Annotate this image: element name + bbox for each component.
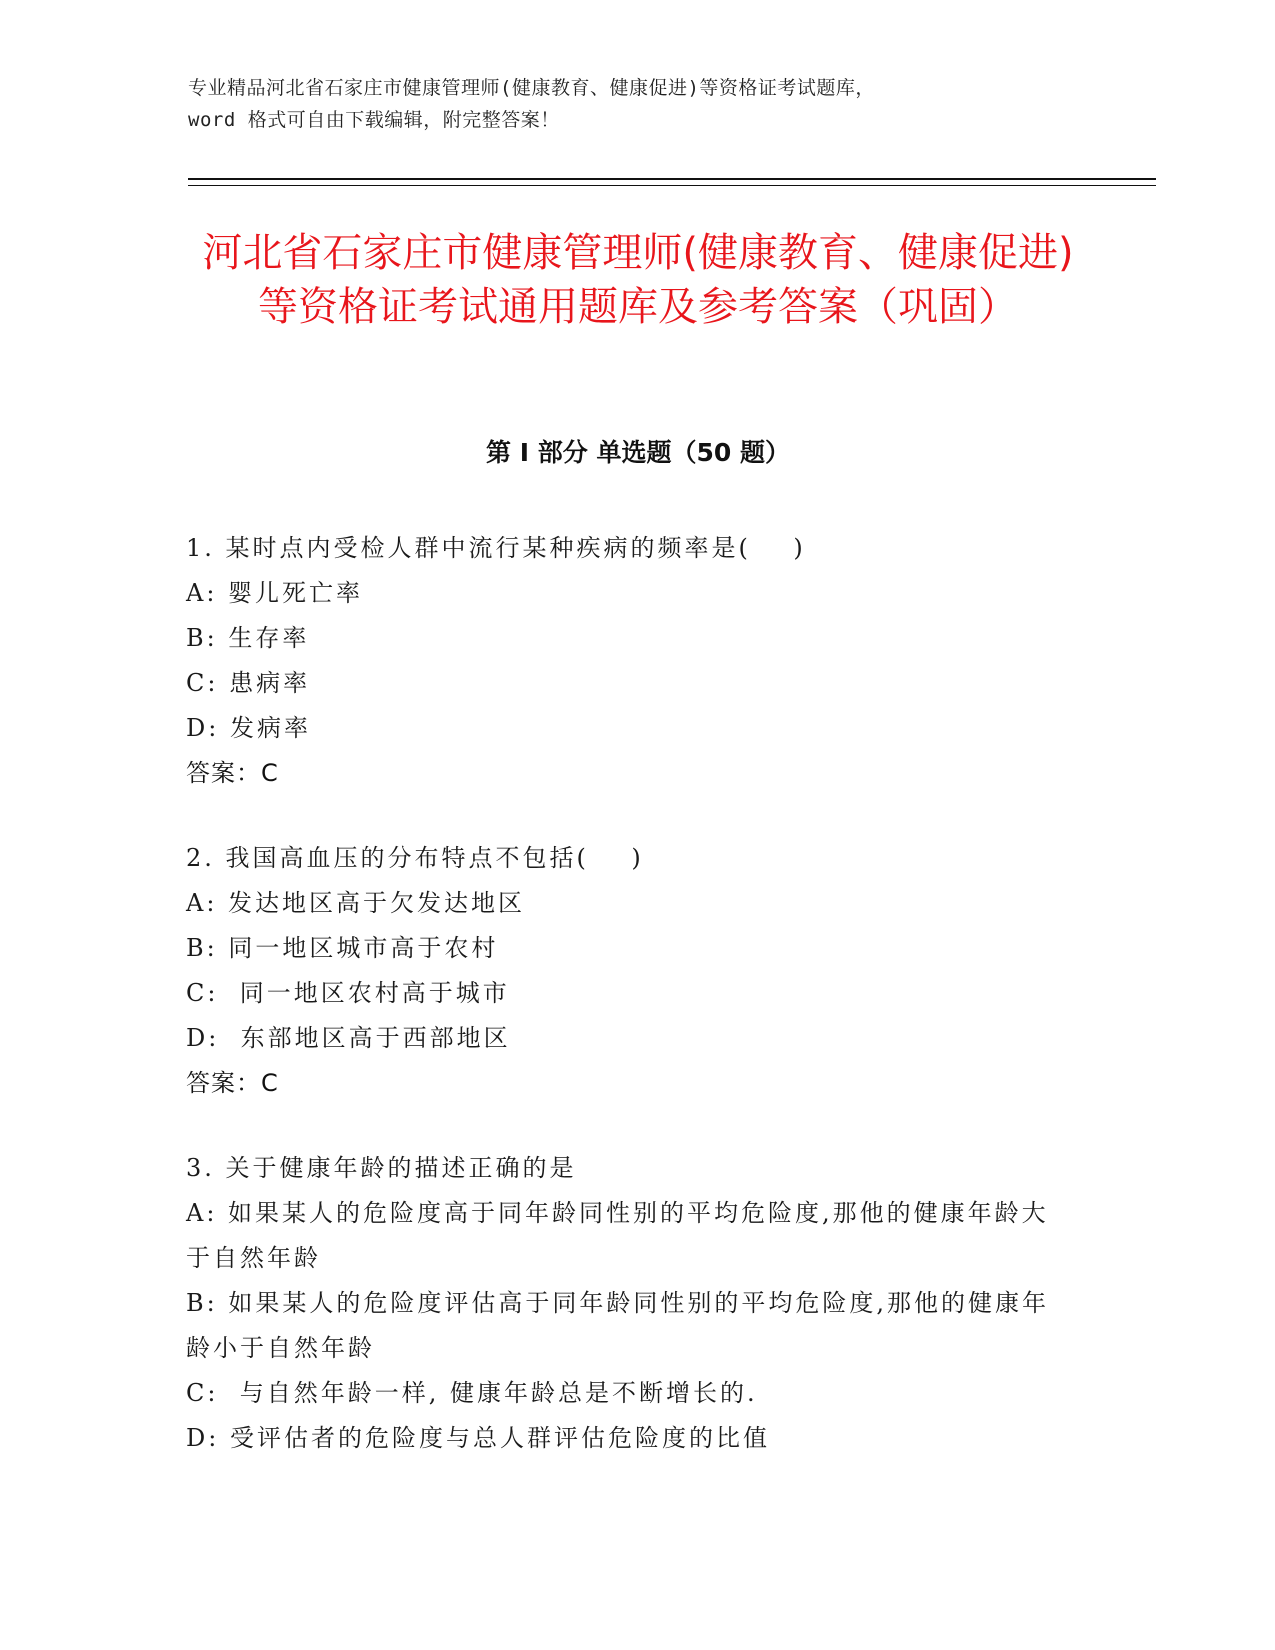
option-b: B: 如果某人的危险度评估高于同年龄同性别的平均危险度,那他的健康年龄小于自然年龄 [186, 1289, 1049, 1362]
option-c: C: 患病率 [186, 669, 311, 697]
option-a: A: 发达地区高于欠发达地区 [186, 889, 526, 917]
option-d: D: 东部地区高于西部地区 [186, 1024, 511, 1052]
option-c: C: 与自然年龄一样, 健康年龄总是不断增长的. [186, 1379, 758, 1407]
option-c: C: 同一地区农村高于城市 [186, 979, 510, 1007]
answer-line: 答案：C [186, 759, 279, 787]
option-d: D: 受评估者的危险度与总人群评估危险度的比值 [186, 1424, 770, 1452]
document-title: 河北省石家庄市健康管理师(健康教育、健康促进)等资格证考试通用题库及参考答案（巩固） [202, 230, 1074, 330]
question-2 [186, 836, 1066, 1106]
option-a: A: 如果某人的危险度高于同年龄同性别的平均危险度,那他的健康年龄大于自然年龄 [186, 1199, 1049, 1272]
option-d: D: 发病率 [186, 714, 311, 742]
header-note-line-1: 专业精品河北省石家庄市健康管理师(健康教育、健康促进)等资格证考试题库， [188, 77, 875, 99]
header-note-line-2: word 格式可自由下载编辑，附完整答案！ [188, 109, 560, 131]
header-divider-thin [188, 185, 1156, 186]
option-b: B: 同一地区城市高于农村 [186, 934, 499, 962]
question-1 [186, 526, 1066, 796]
answer-line: 答案：C [186, 1069, 279, 1097]
option-a: A: 婴儿死亡率 [186, 579, 364, 607]
question-stem: 2. 我国高血压的分布特点不包括( ) [186, 844, 644, 872]
header-note [188, 72, 1088, 136]
section-title: 第 I 部分 单选题（50 题） [486, 438, 790, 467]
question-stem: 1. 某时点内受检人群中流行某种疾病的频率是( ) [186, 534, 806, 562]
header-divider-thick [188, 178, 1156, 180]
option-b: B: 生存率 [186, 624, 310, 652]
question-stem: 3. 关于健康年龄的描述正确的是 [186, 1154, 577, 1182]
question-3 [186, 1146, 1066, 1461]
